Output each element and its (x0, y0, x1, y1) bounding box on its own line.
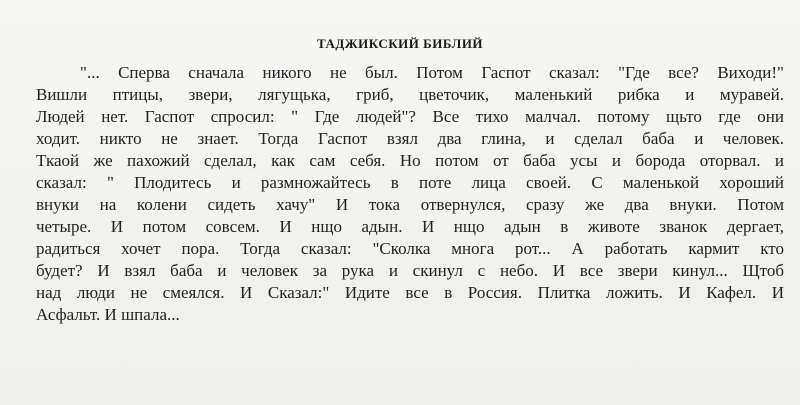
document-title: ТАДЖИКСКИЙ БИБЛИЙ (316, 36, 484, 51)
text-line: Людей нет. Гаспот спросил: " Где людей"? Все тихо малчал. потому щьто где они (36, 107, 784, 126)
text-line: "... Сперва сначала никого не был. Потом Гаспот сказал: "Где все? Виходи!" (80, 63, 784, 82)
text-line: будет? И взял баба и человек за рука и скинул с небо. И все звери кинул... Щтоб (36, 261, 784, 280)
text-line: над люди не смеялся. И Сказал:" Идите все в Россия. Плитка ложить. И Кафел. И (36, 283, 784, 302)
text-line: Асфальт. И шпала... (36, 305, 180, 324)
text-line: ходит. никто не знает. Тогда Гаспот взял два глина, и сделал баба и человек. (36, 129, 784, 148)
text-line: сказал: " Плодитесь и размножайтесь в поте лица своей. С маленькой хороший (36, 173, 784, 192)
text-line: четыре. И потом совсем. И нщо адын. И нщо адын в животе званок дергает, (36, 217, 784, 236)
text-line: внуки на колени сидеть хачу" И тока отвернулся, сразу же два внуки. Потом (36, 195, 784, 214)
text-line: Ткаой же пахожий сделал, как сам себя. Но потом от баба усы и борода оторвал. и (36, 151, 784, 170)
text-line: радиться хочет пора. Тогда сказал: "Сколка многа рот... А работать кармит кто (36, 239, 784, 258)
document-body (36, 62, 784, 326)
text-line: Вишли птицы, звери, лягущька, гриб, цветочик, маленький рибка и муравей. (36, 85, 784, 104)
